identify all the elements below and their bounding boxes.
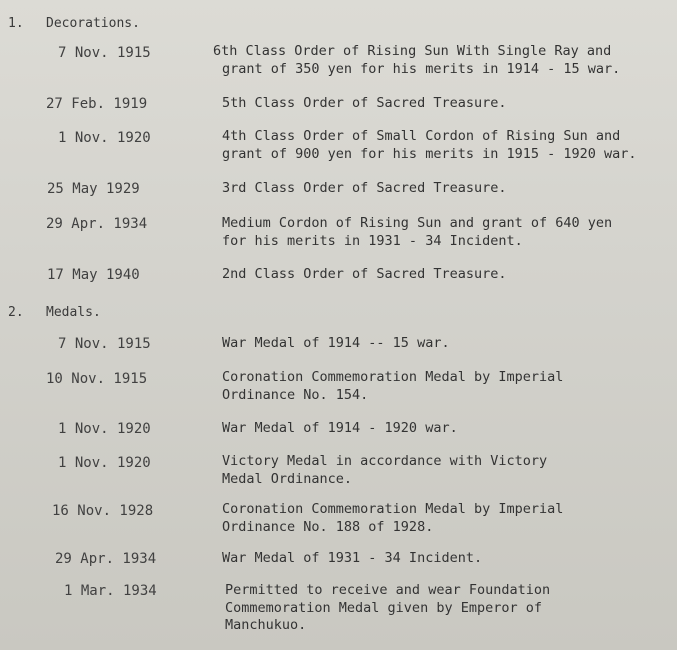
- entry-line: 5th Class Order of Sacred Treasure.: [222, 95, 507, 111]
- entry-line: Medal Ordinance.: [222, 471, 353, 487]
- section-number: 2.: [8, 305, 24, 320]
- entry-date: 25 May 1929: [47, 181, 140, 197]
- entry-line: 6th Class Order of Rising Sun With Single Ray and: [213, 43, 612, 59]
- entry-date: 29 Apr. 1934: [46, 216, 148, 232]
- entry-date: 1 Mar. 1934: [64, 583, 157, 599]
- entry-date: 10 Nov. 1915: [46, 371, 148, 387]
- entry-date: 16 Nov. 1928: [52, 503, 154, 519]
- entry-date: 7 Nov. 1915: [58, 336, 151, 352]
- entry-line: grant of 900 yen for his merits in 1915 - 1920 war.: [222, 146, 637, 162]
- entry-line: for his merits in 1931 - 34 Incident.: [222, 233, 523, 249]
- entry-line: Commemoration Medal given by Emperor of: [225, 600, 542, 616]
- entry-line: Manchukuo.: [225, 617, 307, 633]
- entry-line: grant of 350 yen for his merits in 1914 - 15 war.: [222, 61, 621, 77]
- entry-line: Permitted to receive and wear Foundation: [225, 582, 551, 598]
- section-heading: Medals.: [46, 305, 101, 320]
- section-number: 1.: [8, 16, 24, 31]
- entry-line: Coronation Commemoration Medal by Imperial: [222, 501, 564, 517]
- entry-date: 27 Feb. 1919: [46, 96, 148, 112]
- entry-line: War Medal of 1914 -- 15 war.: [222, 335, 450, 351]
- entry-line: Victory Medal in accordance with Victory: [222, 453, 548, 469]
- entry-line: 3rd Class Order of Sacred Treasure.: [222, 180, 507, 196]
- entry-line: 4th Class Order of Small Cordon of Rising Sun and: [222, 128, 621, 144]
- entry-line: War Medal of 1914 - 1920 war.: [222, 420, 458, 436]
- entry-date: 7 Nov. 1915: [58, 45, 151, 61]
- section-heading: Decorations.: [46, 16, 140, 31]
- entry-date: 17 May 1940: [47, 267, 140, 283]
- entry-date: 1 Nov. 1920: [58, 130, 151, 146]
- entry-line: War Medal of 1931 - 34 Incident.: [222, 550, 483, 566]
- entry-line: Ordinance No. 188 of 1928.: [222, 519, 434, 535]
- entry-date: 1 Nov. 1920: [58, 455, 151, 471]
- entry-line: 2nd Class Order of Sacred Treasure.: [222, 266, 507, 282]
- entry-line: Ordinance No. 154.: [222, 387, 369, 403]
- entry-date: 29 Apr. 1934: [55, 551, 157, 567]
- entry-line: Medium Cordon of Rising Sun and grant of 640 yen: [222, 215, 613, 231]
- entry-date: 1 Nov. 1920: [58, 421, 151, 437]
- entry-line: Coronation Commemoration Medal by Imperial: [222, 369, 564, 385]
